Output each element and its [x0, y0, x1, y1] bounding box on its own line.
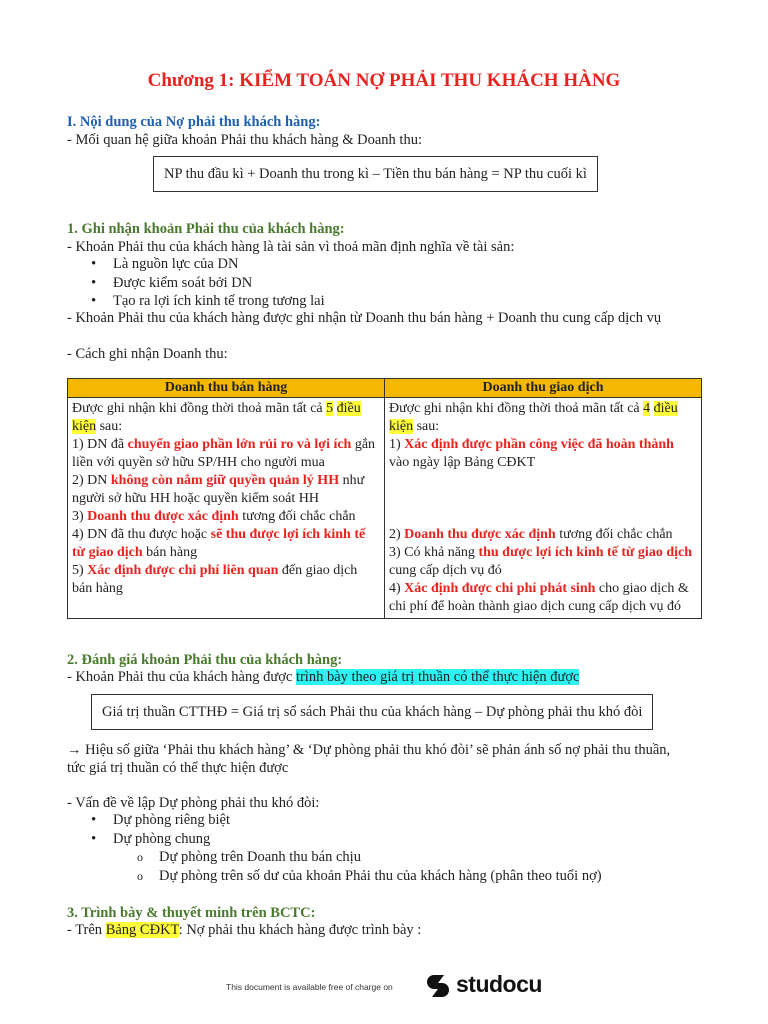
- provision-list: [91, 811, 230, 848]
- sales-revenue-cell: Được ghi nhận khi đồng thời thoả mãn tất cả 5 điều kiện sau: 1) DN đã chuyển giao phần lớn rủi ro và lợi ích gắn liền với quyền sở hữu SP/HH cho người mua 2) DN không còn nắm giữ quyền quản lý HH như người sở hữu HH hoặc quyền kiểm soát HH 3) Doanh thu được xác định tương đối chắc chắn 4) DN đã thu được hoặc sẽ thu được lợi ích kinh tế từ giao dịch bán hàng 5) Xác định được chi phí liên quan đến giao dịch bán hàng: [68, 398, 385, 619]
- formula-box: NP thu đầu kì + Doanh thu trong kì – Tiền thu bán hàng = NP thu cuối kì: [153, 156, 598, 192]
- list-item: o Dự phòng trên Doanh thu bán chịu: [137, 848, 602, 867]
- provision-text: - Vấn đề về lập Dự phòng phải thu khó đòi:: [67, 795, 320, 811]
- list-item: • Dự phòng riêng biệt: [91, 811, 230, 830]
- section-heading: I. Nội dung của Nợ phải thu khách hàng:: [67, 114, 321, 130]
- table-header: Doanh thu giao dịch: [385, 379, 702, 398]
- net-value-formula-box: Giá trị thuần CTTHĐ = Giá trị sổ sách Phải thu của khách hàng – Dự phòng phải thu khó đòi: [91, 694, 653, 730]
- list-item: o Dự phòng trên số dư của khoản Phải thu của khách hàng (phân theo tuổi nợ): [137, 867, 602, 886]
- method-text: - Cách ghi nhận Doanh thu:: [67, 346, 228, 362]
- part3-heading: 3. Trình bày & thuyết minh trên BCTC:: [67, 905, 316, 921]
- relation-text: - Mối quan hệ giữa khoản Phải thu khách hàng & Doanh thu:: [67, 132, 422, 148]
- note-line: → Hiệu số giữa ‘Phải thu khách hàng’ & ‘Dự phòng phải thu khó đòi’ sẽ phản ánh số nợ phải thu thuần,: [67, 742, 671, 758]
- note-line: tức giá trị thuần có thể thực hiện được: [67, 760, 289, 776]
- availability-note: This document is available free of charge on: [226, 982, 393, 992]
- chapter-title: Chương 1: KIỂM TOÁN NỢ PHẢI THU KHÁCH HÀNG: [147, 70, 621, 91]
- valuation-text: - Khoản Phải thu của khách hàng được trình bày theo giá trị thuần có thể thực hiện được: [67, 669, 580, 685]
- table-header: Doanh thu bán hàng: [68, 379, 385, 398]
- recognition-text: - Khoản Phải thu của khách hàng được ghi nhận từ Doanh thu bán hàng + Doanh thu cung cấp dịch vụ: [67, 310, 662, 326]
- part2-heading: 2. Đánh giá khoản Phải thu của khách hàng:: [67, 652, 343, 668]
- studocu-footer: [0, 970, 768, 1002]
- studocu-brand[interactable]: studocu: [456, 971, 542, 997]
- revenue-recognition-table: [67, 378, 702, 619]
- list-item: • Dự phòng chung: [91, 830, 230, 849]
- general-provision-sublist: [137, 848, 602, 885]
- studocu-logo-icon: [424, 972, 452, 1000]
- part1-intro: - Khoản Phải thu của khách hàng là tài sản vì thoả mãn định nghĩa về tài sản:: [67, 239, 515, 255]
- balance-sheet-text: - Trên Bảng CĐKT: Nợ phải thu khách hàng được trình bày :: [67, 922, 422, 938]
- list-item: • Được kiểm soát bởi DN: [91, 274, 325, 293]
- list-item: • Tạo ra lợi ích kinh tế trong tương lai: [91, 292, 325, 311]
- service-revenue-cell: Được ghi nhận khi đồng thời thoả mãn tất cả 4 điều kiện sau: 1) Xác định được phần công việc đã hoàn thành vào ngày lập Bảng CĐKT 2) Doanh thu được xác định tương đối chắc chắn 3) Có khả năng thu được lợi ích kinh tế từ giao dịch cung cấp dịch vụ đó 4) Xác định được chi phí phát sinh cho giao dịch & chi phí để hoàn thành giao dịch cung cấp dịch vụ đó: [385, 398, 702, 619]
- asset-criteria-list: [91, 255, 325, 311]
- list-item: • Là nguồn lực của DN: [91, 255, 325, 274]
- part1-heading: 1. Ghi nhận khoản Phải thu của khách hàng:: [67, 221, 345, 237]
